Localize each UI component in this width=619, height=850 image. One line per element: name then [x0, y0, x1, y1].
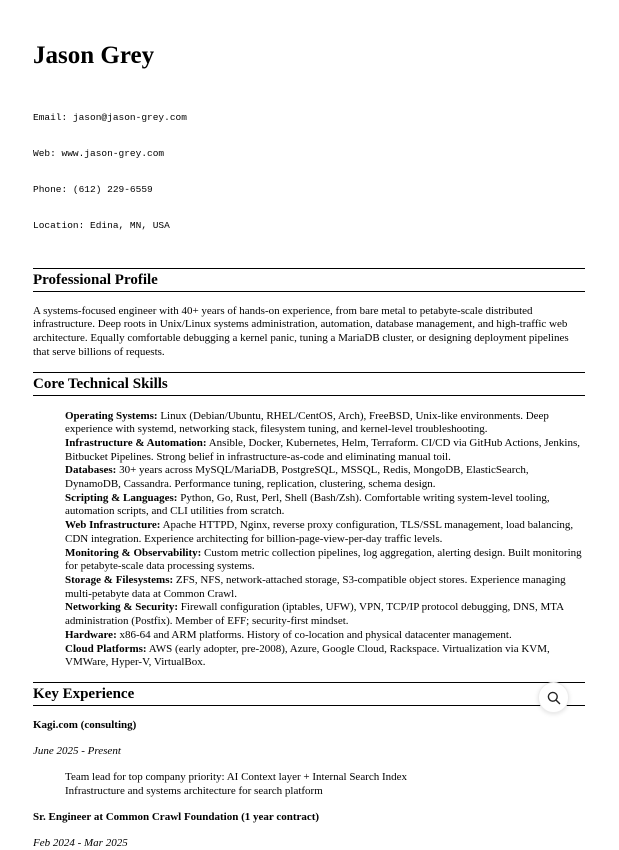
skill-text: Apache HTTPD, Nginx, reverse proxy configuration, TLS/SSL management, load balancing, CDN integration. Experience architecting for billion-page-view-per-day traffic levels.	[65, 519, 574, 545]
skill-text: x86-64 and ARM platforms. History of co-location and physical datacenter management.	[119, 628, 512, 641]
skill-label: Databases:	[65, 464, 117, 477]
contact-block	[33, 88, 585, 256]
skill-text: Python, Go, Rust, Perl, Shell (Bash/Zsh). Comfortable writing system-level tooling, automation scripts, and CLI utilities from scratch.	[65, 491, 550, 518]
job-title: Kagi.com (consulting)	[33, 718, 137, 731]
skill-item-scripting-languages	[65, 492, 585, 519]
contact-email: Email: jason@jason-grey.com	[33, 111, 187, 123]
job-dates: June 2025 - Present	[33, 744, 121, 757]
skill-text: Linux (Debian/Ubuntu, RHEL/CentOS, Arch), FreeBSD, Unix-like environments. Deep experience with systemd, networking stack, filesystem tuning, and kernel-level troubleshooting.	[65, 409, 549, 436]
skill-item-operating-systems	[65, 410, 585, 437]
skill-label: Hardware:	[65, 628, 117, 641]
job-entry-common-crawl	[33, 811, 585, 850]
section-heading-skills: Core Technical Skills	[33, 372, 585, 396]
resume-document	[33, 0, 585, 850]
contact-web: Web: www.jason-grey.com	[33, 147, 165, 159]
skill-text: ZFS, NFS, network-attached storage, S3-compatible object stores. Experience managing multi-petabyte data at Common Crawl.	[65, 574, 566, 600]
skill-label: Web Infrastructure:	[65, 519, 161, 532]
skill-item-infrastructure-automation	[65, 437, 585, 464]
section-heading-experience: Key Experience	[33, 682, 585, 706]
job-entry-kagi	[33, 719, 585, 798]
skills-list	[65, 410, 585, 670]
search-icon	[546, 690, 562, 706]
skill-item-storage-filesystems	[65, 574, 585, 601]
page-title: Jason Grey	[33, 42, 155, 69]
contact-location: Location: Edina, MN, USA	[33, 219, 170, 231]
skill-label: Networking & Security:	[65, 601, 179, 614]
skill-item-web-infrastructure	[65, 519, 585, 546]
skill-item-monitoring-observability	[65, 547, 585, 574]
search-button[interactable]	[538, 682, 569, 713]
skill-text: 30+ years across MySQL/MariaDB, PostgreSQL, MSSQL, Redis, MongoDB, ElasticSearch, DynamoDB, Cassandra. Performance tuning, replication, clustering, schema design.	[65, 464, 529, 491]
skill-text: Custom metric collection pipelines, log aggregation, alerting design. Built monitoring for petabyte-scale data processing systems.	[65, 546, 582, 573]
skill-label: Operating Systems:	[65, 409, 158, 422]
skill-label: Cloud Platforms:	[65, 642, 147, 655]
skill-item-cloud-platforms	[65, 643, 585, 670]
job-bullet: Infrastructure and systems architecture for search platform	[65, 784, 323, 797]
job-bullets	[65, 771, 585, 798]
skill-label: Monitoring & Observability:	[65, 546, 202, 559]
skill-label: Storage & Filesystems:	[65, 574, 174, 586]
skill-label: Infrastructure & Automation:	[65, 436, 207, 449]
job-dates: Feb 2024 - Mar 2025	[33, 837, 128, 850]
skill-text: AWS (early adopter, pre-2008), Azure, Google Cloud, Rackspace. Virtualization via KVM, VMWare, Hyper-V, VirtualBox.	[65, 642, 550, 669]
section-heading-profile: Professional Profile	[33, 268, 585, 292]
skill-item-networking-security	[65, 601, 585, 628]
skill-label: Scripting & Languages:	[65, 491, 178, 504]
job-title: Sr. Engineer at Common Crawl Foundation (1 year contract)	[33, 811, 320, 824]
contact-phone: Phone: (612) 229-6559	[33, 183, 153, 195]
skill-item-databases	[65, 464, 585, 491]
job-bullet: Team lead for top company priority: AI Context layer + Internal Search Index	[65, 770, 408, 783]
skill-item-hardware	[65, 629, 585, 643]
skill-text: Firewall configuration (iptables, UFW), VPN, TCP/IP protocol debugging, DNS, MTA administration (Postfix). Member of EFF; security-first mindset.	[65, 601, 564, 628]
skill-text: Ansible, Docker, Kubernetes, Helm, Terraform. CI/CD via GitHub Actions, Jenkins, Bitbucket Pipelines. Strong belief in infrastructure-as-code and eliminating manual toil.	[65, 436, 581, 463]
profile-paragraph: A systems-focused engineer with 40+ years of hands-on experience, from bare metal to petabyte-scale distributed infrastructure. Deep roots in Unix/Linux systems administration, automation, database management, and high-traffic web architecture. Equally comfortable debugging a kernel panic, tuning a MariaDB cluster, or designing deployment pipelines that serve billions of requests.	[33, 304, 569, 358]
